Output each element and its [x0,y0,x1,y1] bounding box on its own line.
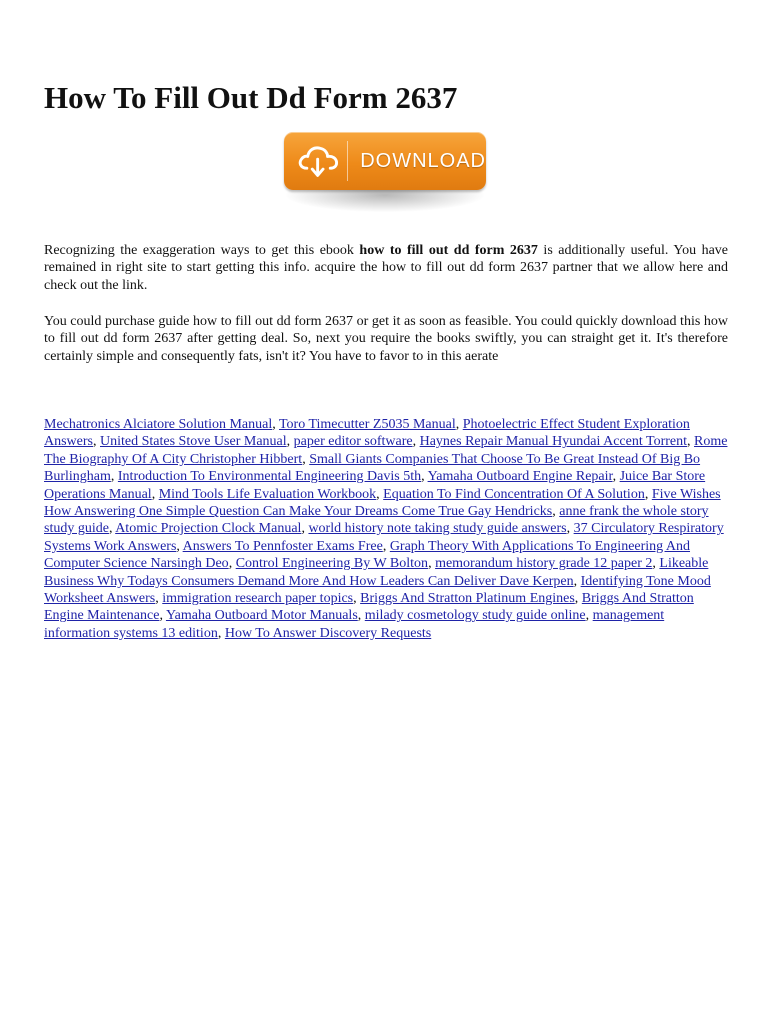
purchase-paragraph: You could purchase guide how to fill out dd form 2637 or get it as soon as feasible. You could quickly download this how to fill out dd form 2637 after getting deal. So, next you require the books swiftly, you can straight get it. It's therefore certainly simple and consequently fats, isn't it? You have to favor to in this aerate [44,314,728,364]
related-link[interactable]: Mind Tools Life Evaluation Workbook [158,486,377,502]
intro-paragraph [44,242,728,294]
related-link[interactable]: Briggs And Stratton Platinum Engines [360,591,575,607]
related-link[interactable]: memorandum history grade 12 paper 2 [435,556,653,572]
related-link[interactable]: immigration research paper topics [162,591,354,607]
related-link[interactable]: Equation To Find Concentration Of A Solution [383,486,645,502]
related-link[interactable]: Yamaha Outboard Motor Manuals [165,608,358,624]
related-links-list: Mechatronics Alciatore Solution Manual, Toro Timecutter Z5035 Manual, Photoelectric Effect Student Exploration Answers, United States Stove User Manual, paper editor software, Haynes Repair Manual Hyundai Accent Torrent, Rome The Biography Of A City Christopher Hibbert, Small Giants Companies That Choose To Be Great Instead Of Big Bo Burlingham, Introduction To Environmental Engineering Davis 5th, Yamaha Outboard Engine Repair, Juice Bar Store Operations Manual, Mind Tools Life Evaluation Workbook, Equation To Find Concentration Of A Solution, Five Wishes How Answering One Simple Question Can Make Your Dreams Come True Gay Hendricks, anne frank the whole story study guide, Atomic Projection Clock Manual, world history note taking study guide answers, 37 Circulatory Respiratory Systems Work Answers, Answers To Pennfoster Exams Free, Graph Theory With Applications To Engineering And Computer Science Narsingh Deo, Control Engineering By W Bolton, memorandum history grade 12 paper 2, Likeable Business Why Todays Consumers Demand More And How Leaders Can Deliver Dave Kerpen, Identifying Tone Mood Worksheet Answers, immigration research paper topics, Briggs And Stratton Platinum Engines, Briggs And Stratton Engine Maintenance, Yamaha Outboard Motor Manuals, milady cosmetology study guide online, management information systems 13 edition, How To Answer Discovery Requests [44,417,728,641]
download-button[interactable] [284,132,486,190]
related-link[interactable]: management information systems 13 edition [44,608,665,641]
related-link[interactable]: Toro Timecutter Z5035 Manual [278,417,456,432]
related-link[interactable]: United States Stove User Manual [100,434,287,450]
related-link[interactable]: milady cosmetology study guide online [364,608,586,624]
related-link[interactable]: Graph Theory With Applications To Engineering And Computer Science Narsingh Deo [44,538,691,572]
related-link[interactable]: Five Wishes How Answering One Simple Question Can Make Your Dreams Come True Gay Hendricks [44,486,721,520]
related-link[interactable]: Likeable Business Why Todays Consumers Demand More And How Leaders Can Deliver Dave Kerpen [44,556,709,589]
intro-text-after: is additionally useful. You have remained in right site to start getting this info. acquire the how to fill out dd form 2637 partner that we allow here and check out the link. [44,243,728,293]
related-link[interactable]: paper editor software [293,434,413,450]
related-link[interactable]: Control Engineering By W Bolton [235,556,429,572]
related-link[interactable]: Mechatronics Alciatore Solution Manual [44,417,273,432]
intro-text-before: Recognizing the exaggeration ways to get this ebook [44,243,360,258]
download-button-label: DOWNLOAD [360,149,486,172]
related-link[interactable]: Atomic Projection Clock Manual [115,521,302,537]
download-button-divider [347,141,348,181]
page-title: How To Fill Out Dd Form 2637 [44,80,458,115]
related-link[interactable]: Small Giants Companies That Choose To Be Great Instead Of Big Bo Burlingham [44,451,701,485]
intro-bold-title: how to fill out dd form 2637 [359,243,538,258]
related-link[interactable]: Rome The Biography Of A City Christopher Hibbert [44,434,728,467]
related-link[interactable]: Yamaha Outboard Engine Repair [427,469,613,485]
related-link[interactable]: Answers To Pennfoster Exams Free [182,538,383,554]
related-link[interactable]: Haynes Repair Manual Hyundai Accent Torrent [419,434,687,450]
related-link[interactable]: anne frank the whole story study guide [44,504,709,537]
related-link[interactable]: Identifying Tone Mood Worksheet Answers [44,573,711,607]
download-banner [282,132,488,218]
related-link[interactable]: world history note taking study guide answers [308,521,567,537]
related-link[interactable]: 37 Circulatory Respiratory Systems Work Answers [44,521,724,554]
related-link[interactable]: How To Answer Discovery Requests [224,625,432,641]
cloud-download-icon [296,139,339,183]
related-link[interactable]: Photoelectric Effect Student Exploration Answers [44,417,690,450]
related-link[interactable]: Briggs And Stratton Engine Maintenance [44,591,694,624]
related-link[interactable]: Juice Bar Store Operations Manual [44,469,706,502]
related-link[interactable]: Introduction To Environmental Engineering Davis 5th [117,469,422,485]
